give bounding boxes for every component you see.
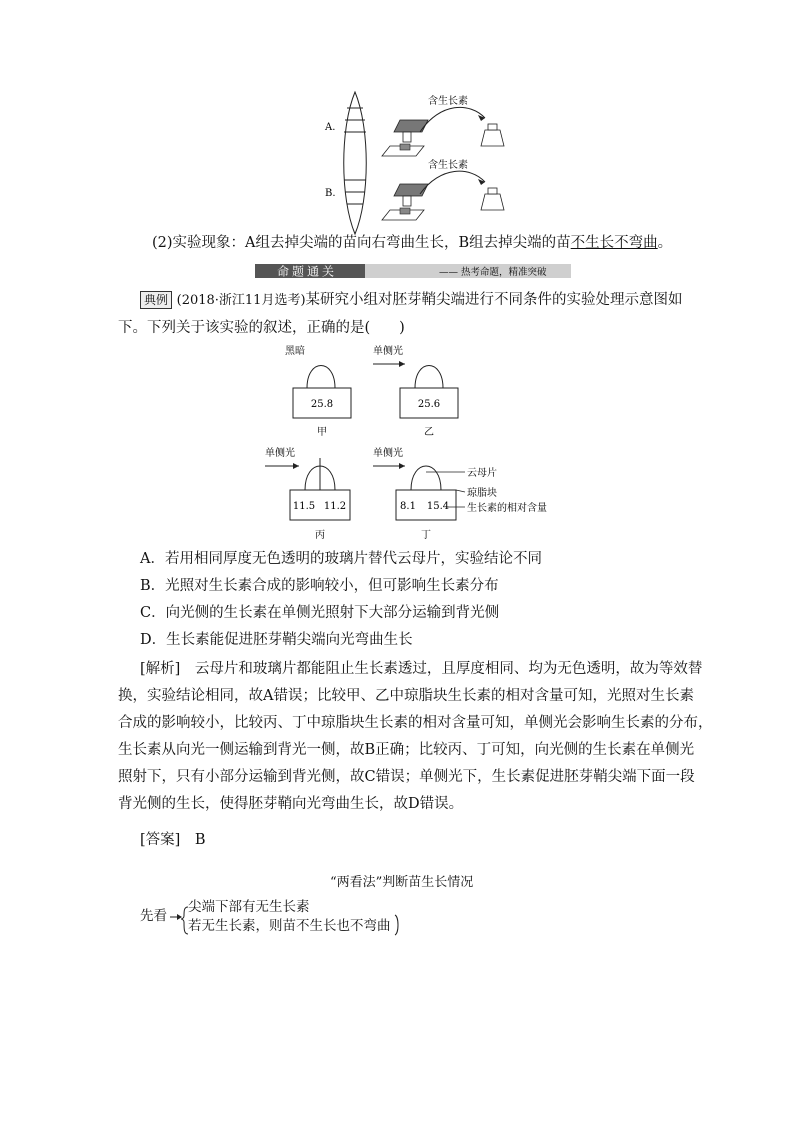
result-prefix: (2)实验现象：A组去掉尖端的苗向右弯曲生长，B组去掉尖端的苗 — [152, 235, 571, 251]
legend-content: 生长素的相对含量 — [467, 503, 547, 514]
setup-b — [382, 171, 504, 220]
bing-left-value: 11.5 — [292, 501, 316, 512]
yi-value: 25.6 — [417, 399, 441, 410]
legend-agar: 琼脂块 — [467, 488, 497, 499]
label-b: B. — [325, 188, 336, 199]
answer-value: B — [194, 832, 206, 848]
setup-a — [382, 107, 504, 156]
section-banner — [255, 262, 571, 280]
option-c: C．向光侧的生长素在单侧光照射下大部分运输到背光侧 — [140, 605, 500, 621]
analysis-line-2: 换，实验结论相同，故A错误；比较甲、乙中琼脂块生长素的相对含量可知，光照对生长素 — [118, 688, 694, 704]
label-a: A. — [325, 122, 336, 133]
jia-light: 黑暗 — [285, 346, 305, 357]
auxin-label-b: 含生长素 — [428, 160, 468, 171]
first-look — [140, 906, 167, 926]
question-line-1 — [140, 290, 683, 311]
question-source: (2018·浙江11月选考) — [176, 293, 306, 308]
bing-name: 丙 — [315, 530, 325, 541]
option-a: A．若用相同厚度无色透明的玻璃片替代云母片，实验结论不同 — [140, 551, 542, 567]
seedling-stem-outline — [344, 92, 367, 234]
ding-left-value: 8.1 — [400, 501, 416, 512]
legend-mica: 云母片 — [467, 468, 497, 479]
first-look-label: 先看 — [140, 908, 167, 924]
ding-right-value: 15.4 — [426, 501, 450, 512]
analysis-line-3: 合成的影响较小，比较丙、丁中琼脂块生长素的相对含量可知，单侧光会影响生长素的分布， — [118, 715, 713, 731]
answer-label: [答案] — [140, 832, 181, 848]
branch-2-bracket — [393, 914, 403, 936]
result-underlined: 不生长不弯曲 — [570, 235, 658, 251]
yi-light: 单侧光 — [373, 346, 403, 357]
result-suffix: 。 — [657, 235, 673, 251]
banner-title: 命题通关 — [277, 264, 338, 279]
question-line-2 — [118, 318, 405, 338]
panel-ding — [373, 446, 465, 541]
banner-subtitle: —— 热考命题，精准突破 — [439, 267, 547, 278]
method-title: “两看法”判断苗生长情况 — [330, 875, 474, 890]
option-b: B．光照对生长素合成的影响较小，但可影响生长素分布 — [140, 578, 499, 594]
ding-name: 丁 — [421, 530, 431, 541]
question-text-2: 下。下列关于该实验的叙述，正确的是( ) — [118, 320, 405, 336]
bing-light: 单侧光 — [265, 448, 295, 459]
analysis-line-6: 背光侧的生长，使得胚芽鞘向光弯曲生长，故D错误。 — [118, 796, 464, 812]
experiment-result — [152, 233, 672, 253]
jia-value: 25.8 — [310, 399, 334, 410]
question-text-1: 某研究小组对胚芽鞘尖端进行不同条件的实验处理示意图如 — [305, 292, 683, 308]
ding-light: 单侧光 — [373, 448, 403, 459]
option-d: D．生长素能促进胚芽鞘尖端向光弯曲生长 — [140, 632, 413, 648]
analysis-line-1 — [140, 659, 702, 679]
analysis-label: [解析] — [140, 661, 181, 677]
branch-1: 尖端下部有无生长素 — [188, 899, 310, 915]
example-tag: 典例 — [140, 291, 172, 309]
answer-line — [140, 830, 205, 850]
yi-name: 乙 — [424, 427, 434, 438]
panel-jia — [285, 344, 351, 438]
bing-right-value: 11.2 — [323, 501, 347, 512]
analysis-line-5: 照射下，只有小部分运输到背光侧，故C错误；单侧光下，生长素促进胚芽鞘尖端下面一段 — [118, 769, 695, 785]
figure-coleoptile — [255, 340, 575, 545]
analysis-text-1: 云母片和玻璃片都能阻止生长素透过，且厚度相同、均为无色透明，故为等效替 — [194, 661, 703, 677]
jia-name: 甲 — [317, 427, 327, 438]
figure-auxin-transfer — [320, 88, 520, 236]
panel-bing — [265, 446, 350, 541]
auxin-label-a: 含生长素 — [428, 96, 468, 107]
analysis-line-4: 生长素从向光一侧运输到背光一侧，故B正确；比较丙、丁可知，向光侧的生长素在单侧光 — [118, 742, 695, 758]
branch-2: 若无生长素，则苗不生长也不弯曲 — [188, 918, 391, 934]
panel-yi — [373, 344, 458, 438]
